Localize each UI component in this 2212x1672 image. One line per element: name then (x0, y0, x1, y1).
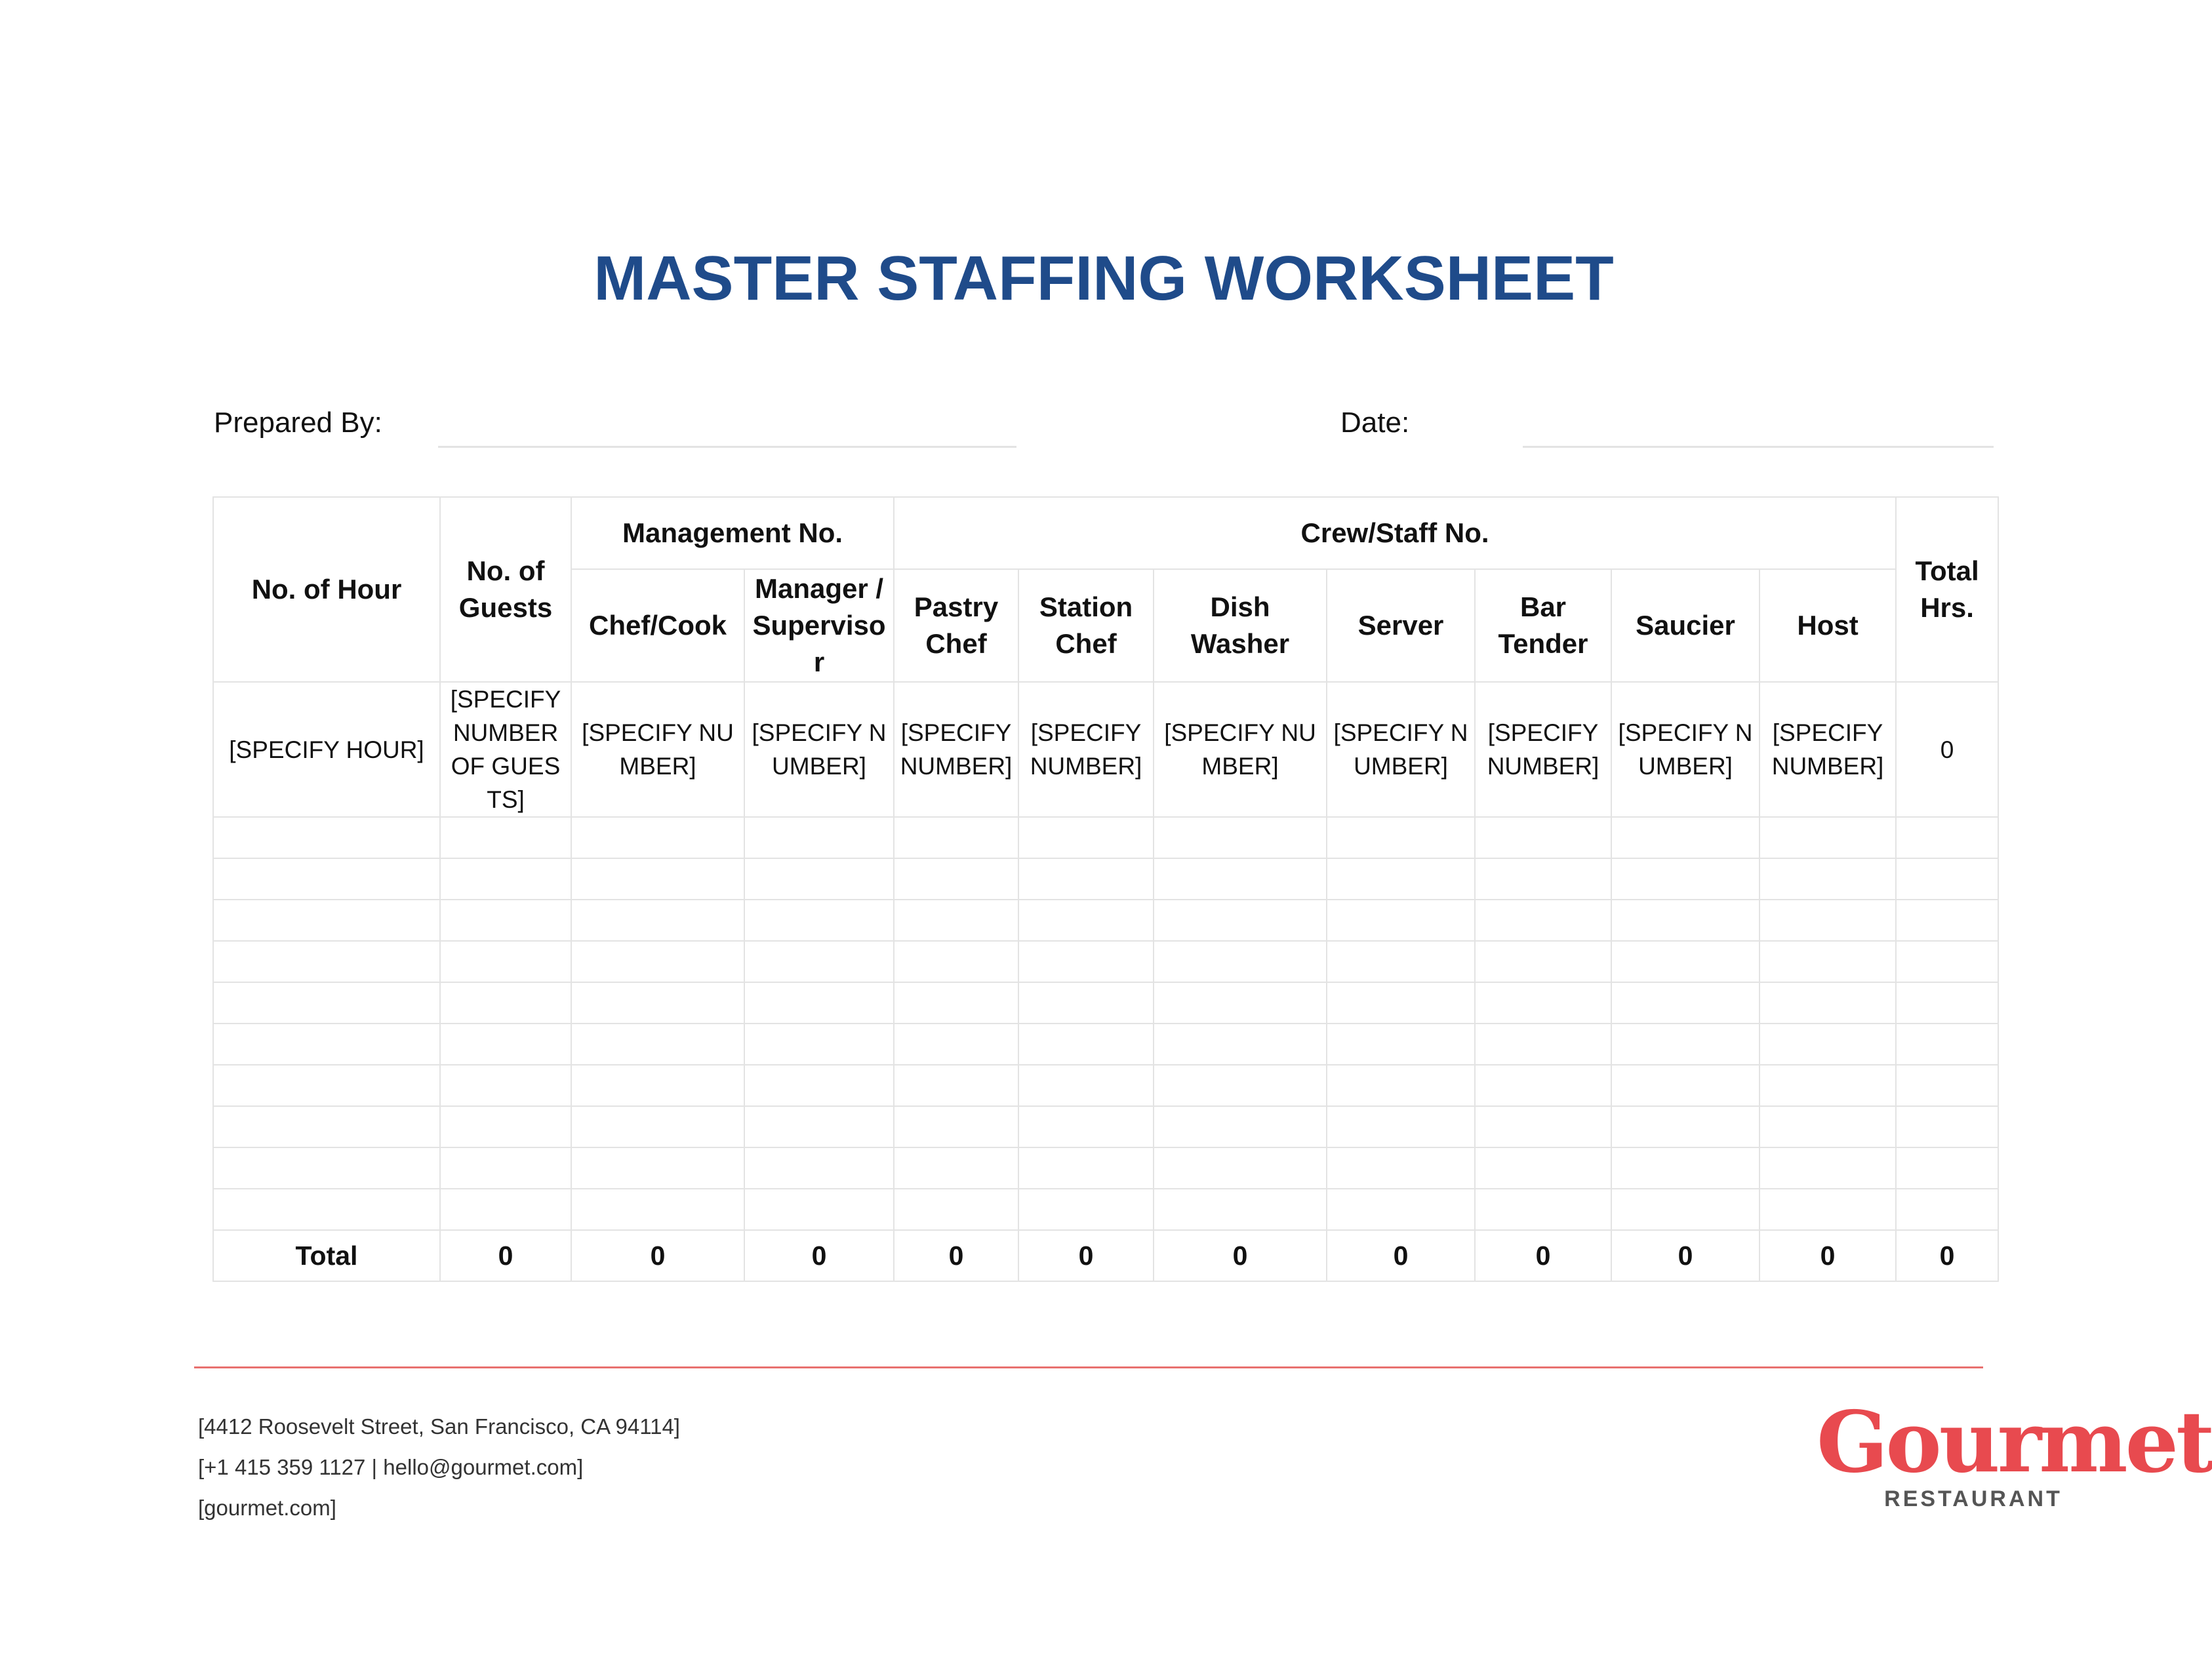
empty-cell[interactable] (1475, 1024, 1611, 1065)
total-pastry-chef: 0 (894, 1230, 1018, 1281)
empty-cell[interactable] (1154, 900, 1327, 941)
empty-cell[interactable] (1611, 982, 1760, 1024)
empty-cell[interactable] (1760, 817, 1896, 858)
table-row (213, 1147, 1998, 1189)
empty-cell[interactable] (894, 941, 1018, 982)
cell-manager[interactable]: [SPECIFY NUMBER] (744, 682, 894, 817)
empty-cell[interactable] (894, 858, 1018, 900)
cell-station-chef[interactable]: [SPECIFY NUMBER] (1018, 682, 1154, 817)
empty-cell[interactable] (1327, 1147, 1475, 1189)
date-field[interactable] (1523, 446, 1994, 448)
empty-cell[interactable] (1760, 941, 1896, 982)
empty-cell (1896, 982, 1998, 1024)
header-management-group: Management No. (571, 497, 894, 569)
header-total-hrs: Total Hrs. (1896, 497, 1998, 682)
empty-cell[interactable] (1611, 1189, 1760, 1230)
empty-cell[interactable] (213, 1106, 440, 1147)
empty-cell[interactable] (1154, 1147, 1327, 1189)
empty-cell[interactable] (571, 1106, 744, 1147)
empty-cell[interactable] (213, 1065, 440, 1106)
empty-cell[interactable] (1611, 817, 1760, 858)
empty-cell[interactable] (571, 1147, 744, 1189)
empty-cell[interactable] (1018, 1024, 1154, 1065)
empty-cell[interactable] (744, 1065, 894, 1106)
empty-cell (1896, 941, 1998, 982)
empty-cell[interactable] (894, 817, 1018, 858)
empty-cell[interactable] (440, 817, 571, 858)
total-manager: 0 (744, 1230, 894, 1281)
empty-cell[interactable] (1475, 858, 1611, 900)
empty-cell[interactable] (213, 817, 440, 858)
empty-cell (1896, 1147, 1998, 1189)
table-row (213, 682, 1998, 817)
total-bar-tender: 0 (1475, 1230, 1611, 1281)
empty-cell[interactable] (213, 1189, 440, 1230)
empty-cell[interactable] (1760, 1189, 1896, 1230)
empty-cell[interactable] (894, 1189, 1018, 1230)
empty-cell[interactable] (1327, 1024, 1475, 1065)
empty-cell[interactable] (1018, 1065, 1154, 1106)
empty-cell[interactable] (1327, 982, 1475, 1024)
empty-cell[interactable] (744, 1147, 894, 1189)
table-row (213, 1024, 1998, 1065)
empty-cell[interactable] (571, 900, 744, 941)
empty-cell[interactable] (894, 1024, 1018, 1065)
empty-cell[interactable] (1475, 1106, 1611, 1147)
total-host: 0 (1760, 1230, 1896, 1281)
prepared-by-field[interactable] (438, 446, 1016, 448)
empty-cell[interactable] (440, 1065, 571, 1106)
empty-cell[interactable] (1154, 982, 1327, 1024)
header-bar-tender: Bar Tender (1475, 569, 1611, 682)
empty-cell[interactable] (1154, 1065, 1327, 1106)
empty-cell[interactable] (1760, 1106, 1896, 1147)
empty-cell[interactable] (213, 941, 440, 982)
header-manager-supervisor: Manager /Supervisor (744, 569, 894, 682)
date-label: Date: (1340, 407, 1410, 439)
table-row (213, 941, 1998, 982)
empty-cell[interactable] (1611, 1147, 1760, 1189)
empty-cell[interactable] (1611, 1065, 1760, 1106)
cell-bar-tender[interactable]: [SPECIFY NUMBER] (1475, 682, 1611, 817)
empty-cell[interactable] (1154, 941, 1327, 982)
total-chef-cook: 0 (571, 1230, 744, 1281)
empty-cell (1896, 817, 1998, 858)
empty-cell[interactable] (571, 1024, 744, 1065)
empty-cell[interactable] (1327, 1189, 1475, 1230)
empty-cell[interactable] (894, 1065, 1018, 1106)
empty-cell (1896, 1189, 1998, 1230)
cell-dish-washer[interactable]: [SPECIFY NUMBER] (1154, 682, 1327, 817)
empty-cell (1896, 858, 1998, 900)
empty-cell[interactable] (1475, 900, 1611, 941)
empty-cell[interactable] (571, 941, 744, 982)
empty-cell[interactable] (1018, 941, 1154, 982)
empty-cell[interactable] (1760, 1147, 1896, 1189)
footer-website: [gourmet.com] (198, 1496, 336, 1520)
total-saucier: 0 (1611, 1230, 1760, 1281)
empty-cell[interactable] (1760, 1024, 1896, 1065)
empty-cell[interactable] (1154, 817, 1327, 858)
total-guests: 0 (440, 1230, 571, 1281)
empty-cell[interactable] (440, 1189, 571, 1230)
staffing-table (212, 496, 1999, 1282)
empty-cell[interactable] (744, 817, 894, 858)
empty-cell[interactable] (744, 1189, 894, 1230)
empty-cell[interactable] (571, 858, 744, 900)
table-row (213, 982, 1998, 1024)
empty-cell[interactable] (744, 1024, 894, 1065)
empty-cell[interactable] (213, 1024, 440, 1065)
empty-cell (1896, 1065, 1998, 1106)
empty-cell[interactable] (1611, 1024, 1760, 1065)
total-station-chef: 0 (1018, 1230, 1154, 1281)
empty-cell[interactable] (1018, 1106, 1154, 1147)
empty-cell[interactable] (571, 982, 744, 1024)
empty-cell[interactable] (1018, 817, 1154, 858)
empty-cell[interactable] (213, 900, 440, 941)
empty-cell[interactable] (1475, 1147, 1611, 1189)
empty-cell[interactable] (1475, 817, 1611, 858)
empty-cell[interactable] (571, 817, 744, 858)
empty-cell[interactable] (440, 982, 571, 1024)
header-pastry-chef: Pastry Chef (894, 569, 1018, 682)
empty-cell[interactable] (894, 1106, 1018, 1147)
empty-cell (1896, 1024, 1998, 1065)
empty-cell[interactable] (1327, 817, 1475, 858)
cell-total-hrs: 0 (1896, 682, 1998, 817)
empty-cell[interactable] (894, 900, 1018, 941)
empty-cell[interactable] (1018, 1147, 1154, 1189)
cell-saucier[interactable]: [SPECIFY NUMBER] (1611, 682, 1760, 817)
empty-cell[interactable] (440, 941, 571, 982)
page-title: MASTER STAFFING WORKSHEET (593, 243, 1614, 313)
empty-cell[interactable] (213, 982, 440, 1024)
header-no-of-hour: No. of Hour (213, 497, 440, 682)
empty-cell[interactable] (1611, 858, 1760, 900)
footer-contact: [+1 415 359 1127 | hello@gourmet.com] (198, 1455, 584, 1479)
empty-cell[interactable] (1018, 900, 1154, 941)
total-row (213, 1230, 1998, 1281)
empty-cell[interactable] (1327, 941, 1475, 982)
table-row (213, 1106, 1998, 1147)
table-row (213, 817, 1998, 858)
gourmet-logo (1817, 1393, 2212, 1512)
empty-cell[interactable] (1475, 1189, 1611, 1230)
header-row-groups (213, 497, 1998, 569)
empty-cell[interactable] (1018, 1189, 1154, 1230)
empty-cell[interactable] (571, 1189, 744, 1230)
header-server: Server (1327, 569, 1475, 682)
header-chef-cook: Chef/Cook (571, 569, 744, 682)
empty-cell[interactable] (1154, 1189, 1327, 1230)
empty-cell[interactable] (1475, 982, 1611, 1024)
footer-address: [4412 Roosevelt Street, San Francisco, CA 94114] (198, 1414, 680, 1439)
footer-divider (194, 1366, 1983, 1368)
total-server: 0 (1327, 1230, 1475, 1281)
cell-pastry-chef[interactable]: [SPECIFY NUMBER] (894, 682, 1018, 817)
empty-cell[interactable] (894, 1147, 1018, 1189)
header-dish-washer: Dish Washer (1154, 569, 1327, 682)
table-row (213, 1189, 1998, 1230)
empty-cell[interactable] (1154, 858, 1327, 900)
empty-cell[interactable] (1611, 1106, 1760, 1147)
empty-cell (1896, 900, 1998, 941)
table-row (213, 858, 1998, 900)
cell-guests[interactable]: [SPECIFY NUMBER OF GUESTS] (440, 682, 571, 817)
empty-cell[interactable] (440, 1147, 571, 1189)
empty-cell[interactable] (744, 900, 894, 941)
table-row (213, 1065, 1998, 1106)
empty-cell[interactable] (1760, 858, 1896, 900)
empty-cell[interactable] (894, 982, 1018, 1024)
empty-cell[interactable] (1327, 858, 1475, 900)
total-total-hrs: 0 (1896, 1230, 1998, 1281)
prepared-by-label: Prepared By: (214, 407, 382, 439)
empty-cell[interactable] (744, 1106, 894, 1147)
empty-cell[interactable] (1475, 941, 1611, 982)
logo-wordmark: Gourmet (1817, 1393, 2212, 1492)
logo-subtitle: RESTAURANT (1884, 1486, 2062, 1511)
empty-cell[interactable] (744, 982, 894, 1024)
header-no-of-guests: No. of Guests (440, 497, 571, 682)
empty-cell[interactable] (1611, 900, 1760, 941)
cell-server[interactable]: [SPECIFY NUMBER] (1327, 682, 1475, 817)
table-row (213, 900, 1998, 941)
empty-cell[interactable] (440, 1106, 571, 1147)
empty-cell[interactable] (744, 941, 894, 982)
empty-cell[interactable] (440, 858, 571, 900)
empty-cell[interactable] (1327, 1065, 1475, 1106)
total-dish-washer: 0 (1154, 1230, 1327, 1281)
cell-hour[interactable]: [SPECIFY HOUR] (213, 682, 440, 817)
header-host: Host (1760, 569, 1896, 682)
empty-cell[interactable] (1760, 982, 1896, 1024)
empty-cell[interactable] (1327, 1106, 1475, 1147)
empty-cell[interactable] (1154, 1106, 1327, 1147)
empty-cell[interactable] (440, 900, 571, 941)
header-station-chef: Station Chef (1018, 569, 1154, 682)
cell-host[interactable]: [SPECIFY NUMBER] (1760, 682, 1896, 817)
empty-cell[interactable] (1760, 900, 1896, 941)
empty-cell[interactable] (1327, 900, 1475, 941)
empty-cell[interactable] (571, 1065, 744, 1106)
empty-cell (1896, 1106, 1998, 1147)
header-saucier: Saucier (1611, 569, 1760, 682)
header-crew-group: Crew/Staff No. (894, 497, 1896, 569)
empty-cell[interactable] (744, 858, 894, 900)
empty-cell[interactable] (213, 1147, 440, 1189)
empty-cell[interactable] (1154, 1024, 1327, 1065)
empty-cell[interactable] (1475, 1065, 1611, 1106)
cell-chef-cook[interactable]: [SPECIFY NUMBER] (571, 682, 744, 817)
empty-cell[interactable] (1760, 1065, 1896, 1106)
empty-cell[interactable] (1018, 982, 1154, 1024)
empty-cell[interactable] (1611, 941, 1760, 982)
total-label: Total (213, 1230, 440, 1281)
empty-cell[interactable] (440, 1024, 571, 1065)
empty-cell[interactable] (1018, 858, 1154, 900)
empty-cell[interactable] (213, 858, 440, 900)
